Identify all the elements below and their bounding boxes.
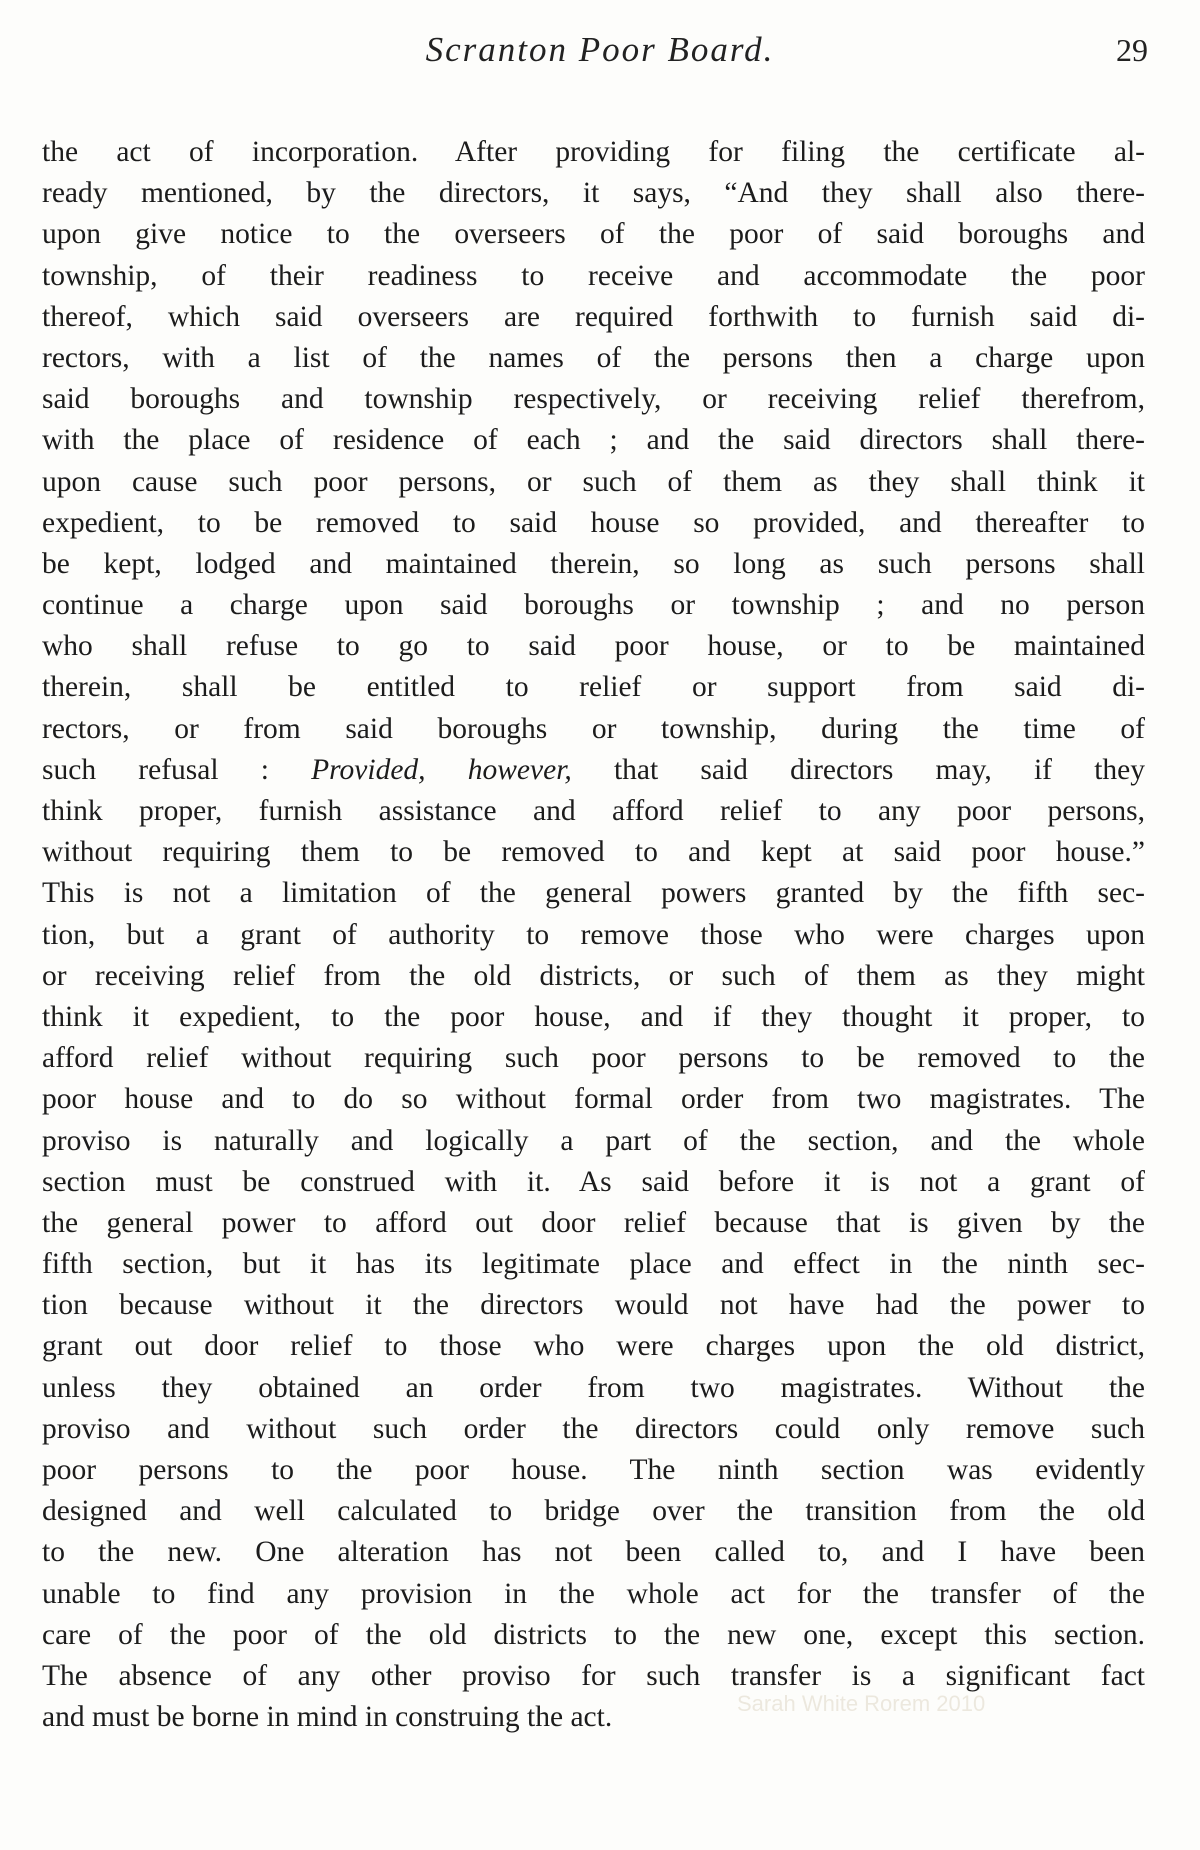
text-line	[42, 1121, 1145, 1162]
text-run: designed and well calculated to bridge over the transition from the old	[42, 1495, 1145, 1528]
text-run: The absence of any other proviso for such transfer is a significant fact	[42, 1659, 1145, 1692]
text-run: think proper, furnish assistance and afford relief to any poor persons,	[42, 795, 1145, 827]
text-run: and must be borne in mind in construing the act.	[42, 1701, 613, 1734]
text-run: thereof, which said overseers are required forthwith to furnish said di-	[42, 300, 1145, 333]
text-run: unable to find any provision in the whole act for the transfer of the	[42, 1577, 1145, 1610]
text-line	[42, 1491, 1145, 1532]
text-run: expedient, to be removed to said house so provided, and thereafter to	[42, 506, 1145, 539]
text-run: grant out door relief to those who were charges upon the old district,	[42, 1330, 1145, 1363]
text-run: therein, shall be entitled to relief or support from said di-	[42, 671, 1145, 704]
text-line	[42, 462, 1145, 503]
text-line	[42, 1409, 1145, 1450]
text-line	[42, 1285, 1145, 1326]
text-run: upon give notice to the overseers of the poor of said boroughs and	[42, 218, 1145, 251]
text-run: without requiring them to be removed to and kept at said poor house.”	[42, 836, 1145, 869]
text-run: tion because without it the directors would not have had the power to	[42, 1289, 1145, 1322]
text-line	[42, 544, 1145, 585]
text-line	[42, 956, 1145, 997]
text-run: unless they obtained an order from two magistrates. Without the	[42, 1371, 1145, 1404]
text-run: continue a charge upon said boroughs or township ; and no person	[42, 589, 1145, 622]
running-title: Scranton Poor Board.	[425, 30, 775, 69]
text-run: care of the poor of the old districts to the new one, except this section.	[42, 1618, 1145, 1651]
text-line	[42, 915, 1145, 956]
text-run: proviso is naturally and logically a part of the section, and the whole	[42, 1124, 1145, 1157]
text-line	[42, 791, 1145, 832]
text-line	[42, 1532, 1145, 1573]
text-run: to the new. One alteration has not been called to, and I have been	[42, 1536, 1145, 1569]
text-line	[42, 832, 1145, 873]
text-line	[42, 1162, 1145, 1203]
text-line	[42, 667, 1145, 708]
text-line	[42, 256, 1145, 297]
text-run: said boroughs and township respectively, or receiving relief therefrom,	[42, 383, 1145, 416]
text-run: upon cause such poor persons, or such of them as they shall think it	[42, 465, 1145, 498]
text-line	[42, 379, 1145, 420]
text-line	[42, 1244, 1145, 1285]
text-run: that said directors may, if they	[571, 753, 1145, 786]
text-run: the act of incorporation. After providing for filing the certificate al-	[42, 136, 1145, 168]
text-line	[42, 750, 1145, 791]
text-run: with the place of residence of each ; and the said directors shall there-	[42, 424, 1145, 457]
text-line	[42, 1574, 1145, 1615]
text-run: section must be construed with it. As said before it is not a grant of	[42, 1165, 1145, 1198]
text-line	[42, 709, 1145, 750]
text-line	[42, 214, 1145, 255]
italic-text: Provided, however,	[311, 753, 572, 786]
page-number: 29	[1116, 32, 1148, 68]
text-line	[42, 173, 1145, 214]
text-line	[42, 132, 1145, 173]
text-line	[42, 420, 1145, 461]
text-line	[42, 1079, 1145, 1120]
text-line	[42, 1368, 1145, 1409]
watermark: Sarah White Rorem 2010	[737, 1691, 986, 1716]
body-text	[42, 132, 1145, 1738]
text-run: tion, but a grant of authority to remove those who were charges upon	[42, 918, 1145, 951]
text-run: be kept, lodged and maintained therein, so long as such persons shall	[42, 547, 1145, 580]
text-line	[42, 1450, 1145, 1491]
text-line	[42, 1326, 1145, 1367]
text-run: or receiving relief from the old districts, or such of them as they might	[42, 959, 1145, 992]
text-line	[42, 338, 1145, 379]
text-line	[42, 1203, 1145, 1244]
text-run: rectors, or from said boroughs or township, during the time of	[42, 712, 1145, 745]
text-run: rectors, with a list of the names of the persons then a charge upon	[42, 341, 1145, 374]
running-head	[40, 30, 1160, 90]
text-line	[42, 997, 1145, 1038]
text-run: the general power to afford out door relief because that is given by the	[42, 1206, 1145, 1239]
text-line	[42, 585, 1145, 626]
text-run: proviso and without such order the directors could only remove such	[42, 1412, 1145, 1445]
text-run: poor persons to the poor house. The ninth section was evidently	[42, 1454, 1145, 1486]
text-run: think it expedient, to the poor house, and if they thought it proper, to	[42, 1000, 1145, 1033]
text-line	[42, 503, 1145, 544]
text-run: such refusal :	[42, 753, 312, 786]
text-line	[42, 1038, 1145, 1079]
text-run: township, of their readiness to receive and accommodate the poor	[42, 259, 1145, 292]
text-line	[42, 626, 1145, 667]
text-run: fifth section, but it has its legitimate place and effect in the ninth sec-	[42, 1248, 1145, 1281]
text-run: afford relief without requiring such poor persons to be removed to the	[42, 1042, 1145, 1075]
text-run: ready mentioned, by the directors, it says, “And they shall also there-	[42, 177, 1145, 210]
text-line	[42, 297, 1145, 338]
text-run: poor house and to do so without formal order from two magistrates. The	[42, 1083, 1145, 1116]
text-line	[42, 873, 1145, 914]
text-run: This is not a limitation of the general powers granted by the fifth sec-	[42, 877, 1145, 910]
text-line	[42, 1615, 1145, 1656]
text-run: who shall refuse to go to said poor house, or to be maintained	[42, 630, 1145, 663]
